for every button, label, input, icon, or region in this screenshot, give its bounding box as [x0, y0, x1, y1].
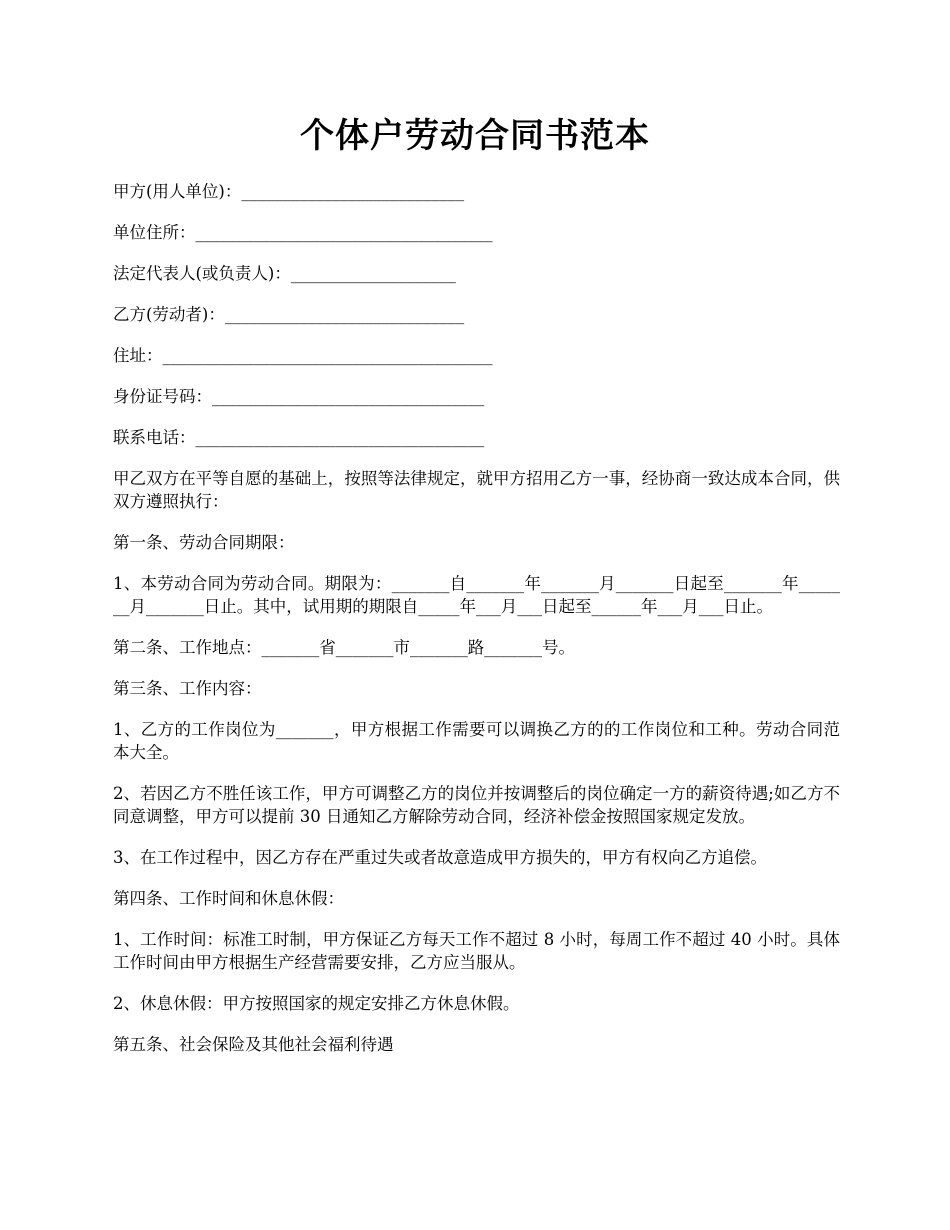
- id-number-field: 身份证号码：_________________________________: [113, 387, 485, 406]
- company-address-field: 单位住所：____________________________________: [113, 223, 493, 242]
- party-b-field: 乙方(劳动者)：_____________________________: [113, 305, 465, 324]
- article-1-heading: 第一条、劳动合同期限：: [113, 533, 295, 552]
- article-5-heading: 第五条、社会保险及其他社会福利待遇: [113, 1035, 394, 1054]
- phone-field: 联系电话：___________________________________: [113, 428, 485, 447]
- article-2-heading: 第二条、工作地点：_______省_______市_______路_______号。: [113, 638, 575, 657]
- document-title: 个体户劳动合同书范本: [300, 116, 650, 156]
- article-3-clause-2: 2、若因乙方不胜任该工作，甲方可调整乙方的岗位并按调整后的岗位确定一方的薪资待遇;如乙方不同意调整，甲方可以提前 30 日通知乙方解除劳动合同，经济补偿金按照国家规定发放。: [113, 784, 840, 826]
- article-4-clause-1: 1、工作时间：标准工时制，甲方保证乙方每天工作不超过 8 小时，每周工作不超过 40 小时。具体工作时间由甲方根据生产经营需要安排，乙方应当服从。: [113, 930, 840, 972]
- address-field: 住址：________________________________________: [113, 346, 493, 365]
- article-3-clause-3: 3、在工作过程中，因乙方存在严重过失或者故意造成甲方损失的，甲方有权向乙方追偿。: [113, 848, 767, 867]
- article-1-clause-1: 1、本劳动合同为劳动合同。期限为：_______自_______年_______月_______日起至_______年_______月_______日止。其中，试用期的期限自_____年___月___日起至______年___月___日止。: [113, 574, 840, 616]
- document-body: [113, 180, 840, 1074]
- party-a-field: 甲方(用人单位)：___________________________: [113, 182, 465, 201]
- article-4-clause-2: 2、休息休假：甲方按照国家的规定安排乙方休息休假。: [113, 994, 520, 1013]
- article-4-heading: 第四条、工作时间和休息休假：: [113, 889, 344, 908]
- intro-paragraph: 甲乙双方在平等自愿的基础上，按照等法律规定，就甲方招用乙方一事，经协商一致达成本合同，供双方遵照执行：: [113, 469, 840, 511]
- legal-representative-field: 法定代表人(或负责人)：____________________: [113, 264, 456, 283]
- article-3-clause-1: 1、乙方的工作岗位为_______，甲方根据工作需要可以调换乙方的的工作岗位和工种。劳动合同范本大全。: [113, 720, 840, 762]
- article-3-heading: 第三条、工作内容：: [113, 679, 262, 698]
